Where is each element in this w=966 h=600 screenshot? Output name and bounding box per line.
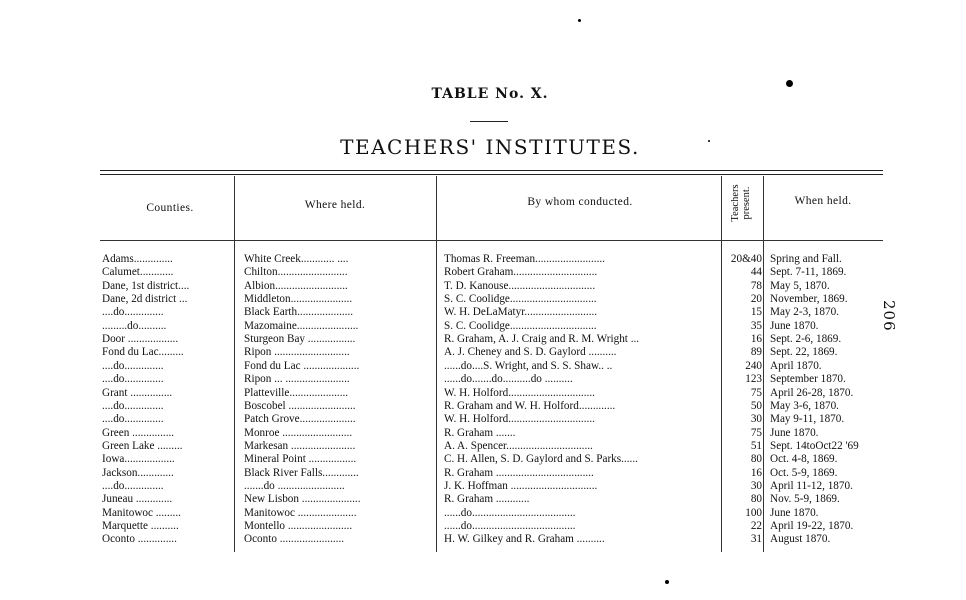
table-top-rule: [100, 170, 883, 175]
table-row: [0, 387, 966, 401]
conducted-by-cell: R. Graham, A. J. Craig and R. M. Wright ...: [444, 333, 640, 346]
conducted-by-cell: C. H. Allen, S. D. Gaylord and S. Parks......: [444, 453, 638, 466]
county-cell: ....do..............: [102, 399, 164, 412]
county-cell: Dane, 2d district ...: [102, 293, 188, 306]
conducted-by-cell: J. K. Hoffman ...............................: [444, 479, 598, 492]
where-held-cell: Patch Grove....................: [244, 413, 356, 426]
county-cell: Juneau .............: [102, 493, 173, 506]
county-cell: Iowa..................: [102, 453, 175, 466]
print-speck: [665, 580, 669, 584]
table-row: [0, 533, 966, 547]
conducted-by-cell: R. Graham ............: [444, 493, 530, 506]
table-row: [0, 293, 966, 307]
conducted-by-cell: ......do....S. Wright, and S. S. Shaw.. ..: [444, 359, 613, 372]
when-held-cell: April 11-12, 1870.: [770, 479, 853, 492]
county-cell: ....do..............: [102, 479, 164, 492]
where-held-cell: Black River Falls.............: [244, 466, 359, 479]
when-held-cell: Sept. 2-6, 1869.: [770, 333, 842, 346]
where-held-cell: Middleton......................: [244, 293, 353, 306]
print-speck: [786, 80, 793, 87]
when-held-cell: Sept. 22, 1869.: [770, 346, 838, 359]
conducted-by-cell: S. C. Coolidge...............................: [444, 293, 597, 306]
title-divider: [470, 121, 508, 122]
when-held-cell: Nov. 5-9, 1869.: [770, 493, 840, 506]
where-held-cell: Markesan .......................: [244, 439, 356, 452]
county-cell: Grant ...............: [102, 386, 173, 399]
table-row: [0, 346, 966, 360]
when-held-cell: June 1870.: [770, 426, 819, 439]
header-when-held: When held.: [794, 195, 852, 207]
where-held-cell: Boscobel ........................: [244, 399, 356, 412]
teachers-present-cell: 80: [750, 493, 762, 506]
table-row: [0, 440, 966, 454]
where-held-cell: Manitowoc .....................: [244, 506, 357, 519]
table-row: [0, 493, 966, 507]
teachers-present-cell: 35: [750, 319, 762, 332]
county-cell: Calumet............: [102, 266, 174, 279]
county-cell: .........do..........: [102, 319, 167, 332]
county-cell: Green Lake .........: [102, 439, 183, 452]
county-cell: Fond du Lac.........: [102, 346, 184, 359]
teachers-present-cell: 16: [750, 333, 762, 346]
when-held-cell: August 1870.: [770, 533, 831, 546]
where-held-cell: Mineral Point .................: [244, 453, 357, 466]
conducted-by-cell: Robert Graham..............................: [444, 266, 598, 279]
county-cell: Adams..............: [102, 253, 173, 265]
where-held-cell: New Lisbon .....................: [244, 493, 361, 506]
when-held-cell: May 5, 1870.: [770, 279, 830, 292]
conducted-by-cell: ......do.....................................: [444, 520, 576, 532]
where-held-cell: .......do ........................: [244, 479, 345, 492]
table-row: [0, 400, 966, 414]
conducted-by-cell: W. H. DeLaMatyr..........................: [444, 306, 598, 319]
where-held-cell: Albion..........................: [244, 279, 348, 292]
teachers-present-cell: 51: [750, 439, 762, 452]
conducted-by-cell: ......do.......do..........do ..........: [444, 373, 573, 386]
page-number: 206: [880, 300, 898, 332]
when-held-cell: November, 1869.: [770, 293, 848, 306]
conducted-by-cell: W. H. Holford...............................: [444, 413, 595, 426]
teachers-present-cell: 20: [750, 293, 762, 306]
where-held-cell: Ripon ... .......................: [244, 373, 350, 386]
conducted-by-cell: A. J. Cheney and S. D. Gaylord ..........: [444, 346, 617, 359]
teachers-present-cell: 78: [750, 279, 762, 292]
when-held-cell: Sept. 14toOct22 '69: [770, 439, 859, 452]
where-held-cell: Mazomaine......................: [244, 319, 359, 332]
print-speck: [708, 140, 710, 142]
county-cell: ....do..............: [102, 413, 164, 426]
table-row: [0, 253, 966, 267]
teachers-present-cell: 31: [750, 533, 762, 546]
county-cell: ....do..............: [102, 306, 164, 319]
teachers-present-cell: 75: [750, 426, 762, 439]
header-teachers-present: [730, 174, 754, 232]
conducted-by-cell: A. A. Spencer...............................: [444, 439, 593, 452]
where-held-cell: Chilton.........................: [244, 266, 348, 279]
where-held-cell: Sturgeon Bay .................: [244, 333, 356, 346]
county-cell: Door ..................: [102, 333, 179, 346]
conducted-by-cell: T. D. Kanouse...............................: [444, 279, 596, 292]
county-cell: Jackson.............: [102, 466, 174, 479]
conducted-by-cell: Thomas R. Freeman.........................: [444, 253, 605, 265]
conducted-by-cell: ......do.....................................: [444, 506, 576, 519]
header-teachers-line1: Teachers: [730, 184, 741, 222]
teachers-present-cell: 75: [750, 386, 762, 399]
where-held-cell: Monroe .........................: [244, 426, 353, 439]
table-row: [0, 320, 966, 334]
table-row: [0, 280, 966, 294]
teachers-present-cell: 80: [750, 453, 762, 466]
conducted-by-cell: R. Graham and W. H. Holford.............: [444, 399, 616, 412]
table-row: [0, 360, 966, 374]
conducted-by-cell: H. W. Gilkey and R. Graham ..........: [444, 533, 605, 546]
table-number: TABLE No. X.: [431, 86, 549, 102]
where-held-cell: Fond du Lac ....................: [244, 359, 360, 372]
teachers-present-cell: 15: [750, 306, 762, 319]
header-by-whom: By whom conducted.: [527, 196, 633, 208]
table-row: [0, 413, 966, 427]
county-cell: ....do..............: [102, 359, 164, 372]
conducted-by-cell: W. H. Holford...............................: [444, 386, 595, 399]
table-row: [0, 373, 966, 387]
table-row: [0, 266, 966, 280]
teachers-present-cell: 50: [750, 399, 762, 412]
county-cell: Dane, 1st district....: [102, 279, 190, 292]
when-held-cell: May 9-11, 1870.: [770, 413, 845, 426]
header-where-held: Where held.: [304, 199, 366, 211]
teachers-present-cell: 44: [750, 266, 762, 279]
teachers-present-cell: 123: [745, 373, 762, 386]
county-cell: Marquette ..........: [102, 520, 179, 532]
teachers-present-cell: 100: [745, 506, 762, 519]
table-row: [0, 520, 966, 534]
table-row: [0, 453, 966, 467]
when-held-cell: June 1870.: [770, 506, 819, 519]
when-held-cell: April 26-28, 1870.: [770, 386, 854, 399]
when-held-cell: June 1870.: [770, 319, 819, 332]
teachers-present-cell: 16: [750, 466, 762, 479]
county-cell: ....do..............: [102, 373, 164, 386]
when-held-cell: September 1870.: [770, 373, 846, 386]
county-cell: Oconto ..............: [102, 533, 177, 546]
where-held-cell: Platteville.....................: [244, 386, 349, 399]
where-held-cell: Montello .......................: [244, 520, 353, 532]
teachers-present-cell: 240: [745, 359, 762, 372]
conducted-by-cell: R. Graham ...................................: [444, 466, 594, 479]
table-row: [0, 333, 966, 347]
teachers-present-cell: 30: [750, 479, 762, 492]
when-held-cell: May 2-3, 1870.: [770, 306, 839, 319]
table-row: [0, 306, 966, 320]
when-held-cell: Oct. 4-8, 1869.: [770, 453, 838, 466]
when-held-cell: Spring and Fall.: [770, 253, 842, 265]
teachers-present-cell: 89: [750, 346, 762, 359]
where-held-cell: Ripon ...........................: [244, 346, 350, 359]
when-held-cell: Sept. 7-11, 1869.: [770, 266, 847, 279]
conducted-by-cell: S. C. Coolidge...............................: [444, 319, 597, 332]
table-row: [0, 467, 966, 481]
teachers-present-cell: 20&40: [730, 253, 762, 265]
when-held-cell: April 19-22, 1870.: [770, 520, 854, 532]
table-row: [0, 507, 966, 521]
conducted-by-cell: R. Graham .......: [444, 426, 516, 439]
header-counties: Counties.: [146, 202, 194, 214]
where-held-cell: Black Earth....................: [244, 306, 354, 319]
when-held-cell: April 1870.: [770, 359, 822, 372]
table-row: [0, 480, 966, 494]
when-held-cell: Oct. 5-9, 1869.: [770, 466, 838, 479]
teachers-present-cell: 30: [750, 413, 762, 426]
page-title: TEACHERS' INSTITUTES.: [340, 135, 640, 159]
teachers-present-cell: 22: [750, 520, 762, 532]
print-speck: [578, 19, 581, 22]
when-held-cell: May 3-6, 1870.: [770, 399, 839, 412]
table-row: [0, 427, 966, 441]
header-teachers-line2: present.: [741, 186, 752, 220]
header-bottom-rule: [100, 240, 883, 241]
where-held-cell: Oconto .......................: [244, 533, 345, 546]
county-cell: Manitowoc .........: [102, 506, 181, 519]
county-cell: Green ...............: [102, 426, 175, 439]
where-held-cell: White Creek............ ....: [244, 253, 349, 265]
